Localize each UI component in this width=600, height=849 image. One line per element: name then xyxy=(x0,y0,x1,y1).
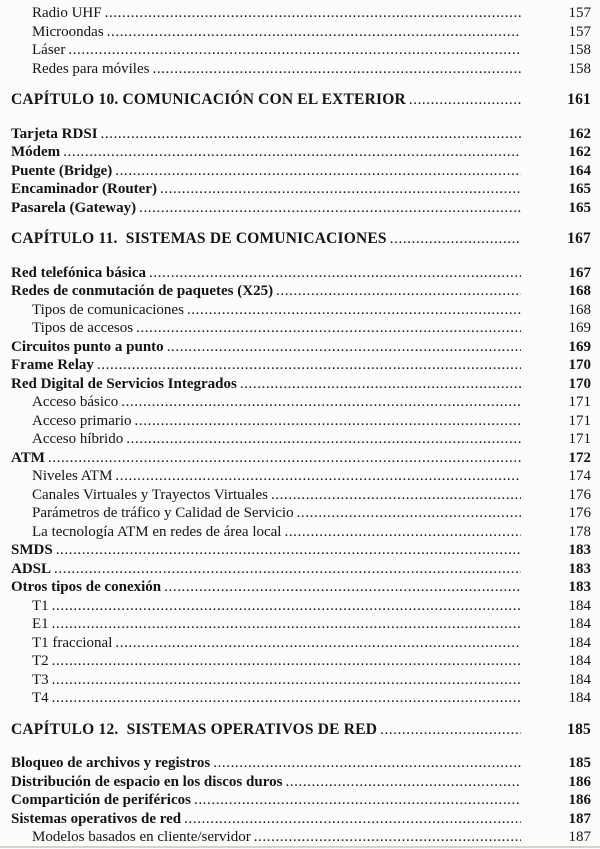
toc-entry-row xyxy=(11,541,591,560)
toc-entry-page: 172 xyxy=(568,449,591,466)
dot-leader xyxy=(133,319,521,338)
toc-entry-row xyxy=(11,504,591,523)
toc-entry-row xyxy=(11,282,591,301)
toc-entry-label: Otros tipos de conexión xyxy=(11,579,162,595)
toc-entry-row xyxy=(11,412,591,431)
toc-entry-row xyxy=(11,773,591,792)
toc-entry-page: 183 xyxy=(568,560,591,577)
toc-entry-row xyxy=(11,652,591,671)
toc-entry-page: 187 xyxy=(568,810,591,827)
toc-chapter-row xyxy=(11,91,591,110)
dot-leader xyxy=(281,523,521,542)
dot-leader xyxy=(45,449,521,468)
dot-leader xyxy=(94,356,521,375)
toc-chapter-page: 167 xyxy=(567,230,591,247)
dot-leader xyxy=(157,180,521,199)
dot-leader xyxy=(118,393,521,412)
toc-entry-page: 183 xyxy=(568,542,591,558)
toc-entry-label: Puente (Bridge) xyxy=(11,162,113,179)
dot-leader xyxy=(49,597,521,616)
toc-chapter-row xyxy=(11,721,591,740)
dot-leader xyxy=(273,282,521,301)
toc-entry-label: Acceso primario xyxy=(32,412,132,429)
toc-entry-row xyxy=(11,338,591,357)
toc-entry-row xyxy=(11,264,591,283)
toc-entry-label: Módem xyxy=(11,144,61,160)
toc-entry-label: T4 xyxy=(32,690,49,706)
toc-entry-page: 167 xyxy=(568,264,591,281)
toc-entry-page: 165 xyxy=(568,199,591,216)
toc-entry-row xyxy=(11,449,591,468)
toc-entry-row xyxy=(11,4,591,23)
toc-entry-page: 171 xyxy=(568,431,591,447)
toc-entry-label: Redes de conmutación de paquetes (X25) xyxy=(11,283,274,299)
dot-leader xyxy=(210,754,521,773)
toc-entry-row xyxy=(11,301,591,320)
toc-entry-page: 170 xyxy=(568,375,591,392)
dot-leader xyxy=(49,671,521,690)
dot-leader xyxy=(112,162,521,181)
toc-entry-page: 186 xyxy=(568,773,591,790)
toc-entry-row xyxy=(11,578,591,597)
toc-entry-row xyxy=(11,671,591,690)
toc-entry-label: Compartición de periféricos xyxy=(11,792,191,808)
toc-entry-page: 169 xyxy=(568,320,591,336)
toc-entry-row xyxy=(11,199,591,218)
toc-entry-page: 171 xyxy=(568,412,591,429)
dot-leader xyxy=(49,689,521,708)
dot-leader xyxy=(294,504,521,523)
toc-entry-page: 165 xyxy=(568,181,591,197)
dot-leader xyxy=(149,60,521,79)
scan-edge-artifact xyxy=(0,846,600,848)
toc-entry-row xyxy=(11,393,591,412)
toc-entry-row xyxy=(11,125,591,144)
toc-entry-row xyxy=(11,754,591,773)
toc-entry-row xyxy=(11,180,591,199)
toc-entry-page: 184 xyxy=(568,634,591,651)
toc-entry-row xyxy=(11,143,591,162)
dot-leader xyxy=(123,430,521,449)
dot-leader xyxy=(191,791,521,810)
dot-leader xyxy=(98,125,521,144)
toc-entry-row xyxy=(11,356,591,375)
toc-entry-page: 176 xyxy=(568,486,591,503)
toc-entry-label: Redes para móviles xyxy=(32,60,150,77)
toc-entry-page: 178 xyxy=(568,523,591,540)
toc-entry-row xyxy=(11,319,591,338)
toc-entry-page: 187 xyxy=(568,829,591,845)
toc-entry-label: T2 xyxy=(32,653,49,669)
toc-entry-page: 184 xyxy=(568,690,591,706)
toc-entry-row xyxy=(11,23,591,42)
toc-entry-row xyxy=(11,60,591,79)
toc-entry-label: SMDS xyxy=(11,542,53,558)
toc-entry-row xyxy=(11,810,591,829)
toc-entry-label: Parámetros de tráfico y Calidad de Servicio xyxy=(32,505,294,521)
toc-entry-label: T3 xyxy=(32,671,49,688)
toc-entry-page: 186 xyxy=(568,792,591,808)
toc-entry-label: Tipos de comunicaciones xyxy=(32,301,184,318)
toc-entry-label: Tipos de accesos xyxy=(32,320,134,336)
dot-leader xyxy=(104,23,521,42)
toc-entry-label: Encaminador (Router) xyxy=(11,181,157,197)
toc-chapter-label: CAPÍTULO 12. SISTEMAS OPERATIVOS DE RED xyxy=(11,720,378,738)
dot-leader xyxy=(51,560,521,579)
dot-leader xyxy=(251,828,521,847)
toc-entry-page: 158 xyxy=(568,60,591,77)
dot-leader xyxy=(49,652,521,671)
toc-entry-label: T1 xyxy=(32,597,49,614)
toc-entry-row xyxy=(11,597,591,616)
toc-entry-page: 185 xyxy=(568,755,591,771)
toc-entry-row xyxy=(11,486,591,505)
toc-entry-label: Sistemas operativos de red xyxy=(11,810,182,827)
toc-entry-label: E1 xyxy=(32,616,49,632)
toc-entry-label: Pasarela (Gateway) xyxy=(11,199,137,216)
toc-entry-page: 170 xyxy=(568,357,591,373)
toc-entry-page: 162 xyxy=(568,125,591,142)
toc-entry-page: 169 xyxy=(568,338,591,355)
toc-entry-label: Red Digital de Servicios Integrados xyxy=(11,375,237,392)
toc-entry-label: Frame Relay xyxy=(11,357,94,373)
toc-entry-page: 157 xyxy=(568,5,591,21)
toc-entry-page: 164 xyxy=(568,162,591,179)
dot-leader xyxy=(146,264,521,283)
dot-leader xyxy=(65,41,521,60)
dot-leader xyxy=(282,773,521,792)
toc-entry-label: Tarjeta RDSI xyxy=(11,125,98,142)
toc-entry-label: Radio UHF xyxy=(32,5,102,21)
toc-entry-label: T1 fraccional xyxy=(32,634,113,651)
toc-entry-row xyxy=(11,467,591,486)
toc-entry-row xyxy=(11,162,591,181)
dot-leader xyxy=(387,230,521,249)
toc-entry-label: Circuitos punto a punto xyxy=(11,338,164,355)
toc-entry-row xyxy=(11,523,591,542)
toc-entry-page: 184 xyxy=(568,671,591,688)
toc-entry-label: Red telefónica básica xyxy=(11,264,146,281)
toc-entry-label: Bloqueo de archivos y registros xyxy=(11,755,211,771)
dot-leader xyxy=(136,199,521,218)
toc-entry-label: Modelos basados en cliente/servidor xyxy=(32,829,251,845)
toc-entry-page: 184 xyxy=(568,597,591,614)
toc-entry-label: Acceso básico xyxy=(32,394,119,410)
toc-chapter-row xyxy=(11,230,591,249)
toc-entry-page: 184 xyxy=(568,616,591,632)
toc-entry-row xyxy=(11,375,591,394)
dot-leader xyxy=(268,486,521,505)
dot-leader xyxy=(181,810,521,829)
toc-entry-label: Canales Virtuales y Trayectos Virtuales xyxy=(32,486,268,503)
toc-chapter-label: CAPÍTULO 10. COMUNICACIÓN CON EL EXTERIOR xyxy=(11,91,406,108)
toc-chapter-page: 161 xyxy=(567,91,591,108)
toc-entry-label: ADSL xyxy=(11,560,52,577)
toc-entry-row xyxy=(11,634,591,653)
dot-leader xyxy=(49,615,521,634)
dot-leader xyxy=(237,375,521,394)
toc-entry-page: 171 xyxy=(568,394,591,410)
toc-entry-page: 174 xyxy=(568,468,591,484)
toc-entry-label: Microondas xyxy=(32,23,104,40)
toc-entry-row xyxy=(11,689,591,708)
dot-leader xyxy=(102,4,521,23)
dot-leader xyxy=(406,91,521,110)
toc-entry-row xyxy=(11,560,591,579)
toc-entry-label: Distribución de espacio en los discos duros xyxy=(11,773,283,790)
toc-entry-row xyxy=(11,430,591,449)
dot-leader xyxy=(60,143,521,162)
toc-chapter-label: CAPÍTULO 11. SISTEMAS DE COMUNICACIONES xyxy=(11,230,387,247)
toc-entry-label: ATM xyxy=(11,449,45,466)
toc-entry-page: 162 xyxy=(568,144,591,160)
dot-leader xyxy=(161,578,521,597)
dot-leader xyxy=(112,467,521,486)
toc-entry-page: 183 xyxy=(568,579,591,595)
toc-entry-page: 158 xyxy=(568,42,591,58)
toc-entry-row xyxy=(11,791,591,810)
toc-entry-page: 157 xyxy=(568,23,591,40)
toc-chapter-page: 185 xyxy=(567,720,591,738)
toc-entry-page: 176 xyxy=(568,505,591,521)
dot-leader xyxy=(377,721,521,740)
dot-leader xyxy=(132,412,521,431)
dot-leader xyxy=(112,634,521,653)
dot-leader xyxy=(184,301,521,320)
dot-leader xyxy=(164,338,521,357)
toc-entry-page: 168 xyxy=(568,301,591,318)
dot-leader xyxy=(53,541,521,560)
toc-entry-label: Acceso híbrido xyxy=(32,431,124,447)
toc-entry-page: 184 xyxy=(568,653,591,669)
toc-entry-label: Láser xyxy=(32,42,66,58)
toc-entry-row xyxy=(11,615,591,634)
toc-entry-page: 168 xyxy=(568,283,591,299)
toc-entry-row xyxy=(11,828,591,847)
toc-entry-label: La tecnología ATM en redes de área local xyxy=(32,523,282,540)
toc-entry-label: Niveles ATM xyxy=(32,468,113,484)
toc-entry-row xyxy=(11,41,591,60)
